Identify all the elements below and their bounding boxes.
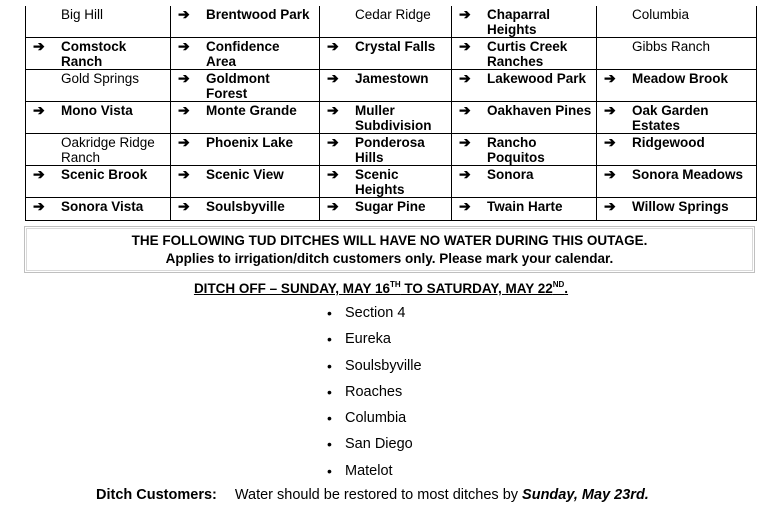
bullet-icon: • <box>327 383 332 400</box>
area-name: Gibbs Ranch <box>632 39 711 54</box>
area-name: Scenic Heights <box>355 167 405 197</box>
bullet-icon: • <box>327 410 332 427</box>
arrow-right-icon: ➔ <box>604 134 616 150</box>
area-row <box>26 38 757 70</box>
bullet-icon: • <box>327 436 332 453</box>
arrow-right-icon: ➔ <box>604 198 616 214</box>
bullet-icon: • <box>327 305 332 321</box>
area-name: Sugar Pine <box>355 199 426 214</box>
area-name: Cedar Ridge <box>355 7 431 22</box>
bullet-icon: • <box>327 357 332 374</box>
area-name: Big Hill <box>61 7 104 22</box>
area-name: Sonora Vista <box>61 199 144 214</box>
ditch-name: Eureka <box>345 331 391 348</box>
area-name: Twain Harte <box>487 199 563 214</box>
outage-notice-box <box>24 226 755 273</box>
area-name: Lakewood Park <box>487 71 587 86</box>
area-name: Chaparral Heights <box>487 7 551 37</box>
area-name: Oakridge Ridge Ranch <box>61 135 155 165</box>
arrow-right-icon: ➔ <box>604 166 616 182</box>
ditch-off-heading: DITCH OFF – SUNDAY, MAY 16TH TO SATURDAY, MAY 22ND. <box>193 280 569 296</box>
area-cell <box>171 38 320 70</box>
arrow-right-icon: ➔ <box>459 70 471 86</box>
footer-label: Ditch Customers: <box>96 487 217 503</box>
area-cell <box>26 198 171 221</box>
area-name: Scenic Brook <box>61 167 148 182</box>
area-name: Goldmont Forest <box>206 71 270 101</box>
area-cell <box>597 102 757 134</box>
footer-text: Water should be restored to most ditches by <box>234 487 523 503</box>
bullet-icon: • <box>327 331 332 348</box>
area-cell <box>452 38 597 70</box>
area-cell <box>452 198 597 221</box>
area-name: Gold Springs <box>61 71 140 86</box>
list-item <box>327 303 422 329</box>
arrow-right-icon: ➔ <box>327 70 339 86</box>
list-item <box>327 434 422 460</box>
area-row <box>26 102 757 134</box>
arrow-right-icon: ➔ <box>178 6 190 22</box>
area-cell <box>320 166 452 198</box>
area-row <box>26 134 757 166</box>
restore-date: Sunday, May 23rd. <box>522 487 649 503</box>
area-name: Willow Springs <box>632 199 729 214</box>
area-cell <box>452 166 597 198</box>
area-cell <box>171 102 320 134</box>
area-cell <box>597 166 757 198</box>
ditch-name: Soulsbyville <box>345 357 422 374</box>
area-name: Sonora Meadows <box>632 167 744 182</box>
area-cell <box>26 38 171 70</box>
service-areas-table <box>25 6 757 221</box>
area-cell <box>320 38 452 70</box>
area-cell <box>597 134 757 166</box>
arrow-right-icon: ➔ <box>178 70 190 86</box>
arrow-right-icon: ➔ <box>459 102 471 118</box>
ditch-name: Roaches <box>345 383 403 400</box>
area-cell <box>26 102 171 134</box>
area-cell <box>26 134 171 166</box>
area-cell <box>320 134 452 166</box>
area-name: Mono Vista <box>61 103 133 118</box>
list-item <box>327 382 422 408</box>
arrow-right-icon: ➔ <box>459 6 471 22</box>
arrow-right-icon: ➔ <box>459 166 471 182</box>
arrow-right-icon: ➔ <box>178 102 190 118</box>
area-name: Phoenix Lake <box>206 135 294 150</box>
area-name: Jamestown <box>355 71 429 86</box>
arrow-right-icon: ➔ <box>327 134 339 150</box>
arrow-right-icon: ➔ <box>459 134 471 150</box>
area-cell <box>320 198 452 221</box>
ditch-list <box>327 303 422 487</box>
area-cell <box>597 198 757 221</box>
arrow-right-icon: ➔ <box>459 38 471 54</box>
area-cell <box>320 70 452 102</box>
area-name: Rancho Poquitos <box>487 135 545 165</box>
arrow-right-icon: ➔ <box>178 198 190 214</box>
area-name: Confidence Area <box>206 39 280 69</box>
area-name: Comstock Ranch <box>61 39 127 69</box>
arrow-right-icon: ➔ <box>33 166 45 182</box>
ditch-name: Section 4 <box>345 305 406 321</box>
area-cell <box>597 70 757 102</box>
area-cell <box>26 6 171 38</box>
arrow-right-icon: ➔ <box>327 198 339 214</box>
area-name: Ridgewood <box>632 135 705 150</box>
area-name: Meadow Brook <box>632 71 729 86</box>
arrow-right-icon: ➔ <box>327 166 339 182</box>
notice-headline: THE FOLLOWING TUD DITCHES WILL HAVE NO WATER DURING THIS OUTAGE. <box>131 233 648 248</box>
bullet-icon: • <box>327 462 332 479</box>
list-item <box>327 461 422 487</box>
arrow-right-icon: ➔ <box>327 38 339 54</box>
area-cell <box>171 166 320 198</box>
arrow-right-icon: ➔ <box>33 38 45 54</box>
area-row <box>26 6 757 38</box>
notice-subline: Applies to irrigation/ditch customers only. Please mark your calendar. <box>165 251 614 266</box>
area-name: Oakhaven Pines <box>487 103 592 118</box>
area-row <box>26 198 757 221</box>
area-cell <box>26 166 171 198</box>
area-cell <box>597 38 757 70</box>
arrow-right-icon: ➔ <box>178 134 190 150</box>
area-cell <box>171 134 320 166</box>
area-name: Scenic View <box>206 167 284 182</box>
area-cell <box>26 70 171 102</box>
area-cell <box>320 102 452 134</box>
arrow-right-icon: ➔ <box>33 102 45 118</box>
area-cell <box>452 6 597 38</box>
area-cell <box>452 134 597 166</box>
arrow-right-icon: ➔ <box>604 102 616 118</box>
ditch-name: San Diego <box>345 436 413 453</box>
area-name: Crystal Falls <box>355 39 436 54</box>
ditch-name: Matelot <box>345 462 393 479</box>
arrow-right-icon: ➔ <box>178 166 190 182</box>
area-row <box>26 166 757 198</box>
area-name: Columbia <box>632 7 690 22</box>
area-cell <box>320 6 452 38</box>
list-item <box>327 408 422 434</box>
list-item <box>327 356 422 382</box>
area-name: Oak Garden Estates <box>632 103 709 133</box>
area-name: Sonora <box>487 167 534 182</box>
area-cell <box>171 6 320 38</box>
area-cell <box>171 198 320 221</box>
arrow-right-icon: ➔ <box>327 102 339 118</box>
area-name: Ponderosa Hills <box>355 135 425 165</box>
area-name: Soulsbyville <box>206 199 285 214</box>
ditch-name: Columbia <box>345 410 407 427</box>
arrow-right-icon: ➔ <box>604 70 616 86</box>
area-cell <box>452 102 597 134</box>
area-cell <box>597 6 757 38</box>
area-name: Curtis Creek Ranches <box>487 39 568 69</box>
arrow-right-icon: ➔ <box>459 198 471 214</box>
list-item <box>327 329 422 355</box>
ditch-customers-note <box>96 487 649 503</box>
area-row <box>26 70 757 102</box>
area-name: Monte Grande <box>206 103 297 118</box>
arrow-right-icon: ➔ <box>33 198 45 214</box>
area-cell <box>171 70 320 102</box>
area-name: Brentwood Park <box>206 7 310 22</box>
area-name: Muller Subdivision <box>355 103 432 133</box>
area-cell <box>452 70 597 102</box>
arrow-right-icon: ➔ <box>178 38 190 54</box>
